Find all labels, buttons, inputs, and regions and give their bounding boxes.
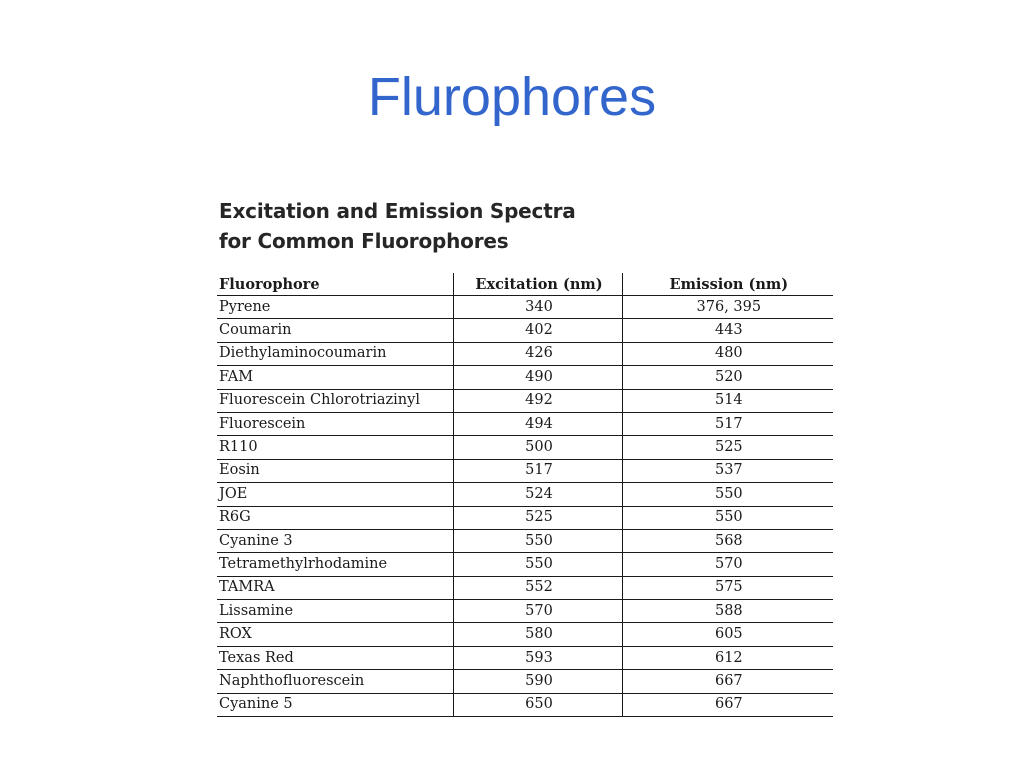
cell-fluorophore: Naphthofluorescein <box>217 670 454 693</box>
cell-fluorophore: JOE <box>217 483 454 506</box>
cell-emission: 480 <box>622 342 833 365</box>
cell-fluorophore: FAM <box>217 366 454 389</box>
cell-excitation: 593 <box>454 646 622 669</box>
fluorophore-spectra-table <box>217 273 833 717</box>
cell-fluorophore: Fluorescein Chlorotriazinyl <box>217 389 454 412</box>
table-body <box>217 296 833 717</box>
table-row <box>217 483 833 506</box>
cell-emission: 537 <box>622 459 833 482</box>
table-heading <box>219 196 576 256</box>
cell-fluorophore: Eosin <box>217 459 454 482</box>
cell-excitation: 525 <box>454 506 622 529</box>
cell-fluorophore: R6G <box>217 506 454 529</box>
cell-excitation: 580 <box>454 623 622 646</box>
cell-excitation: 590 <box>454 670 622 693</box>
cell-emission: 570 <box>622 553 833 576</box>
table-row <box>217 296 833 319</box>
table-header-row <box>217 273 833 296</box>
table-row <box>217 670 833 693</box>
cell-excitation: 650 <box>454 693 622 716</box>
cell-fluorophore: Pyrene <box>217 296 454 319</box>
cell-excitation: 500 <box>454 436 622 459</box>
table-row <box>217 623 833 646</box>
cell-fluorophore: Diethylaminocoumarin <box>217 342 454 365</box>
cell-fluorophore: Fluorescein <box>217 412 454 435</box>
cell-fluorophore: Cyanine 5 <box>217 693 454 716</box>
cell-fluorophore: Texas Red <box>217 646 454 669</box>
cell-excitation: 550 <box>454 529 622 552</box>
cell-excitation: 340 <box>454 296 622 319</box>
table-row <box>217 693 833 716</box>
cell-excitation: 492 <box>454 389 622 412</box>
cell-excitation: 550 <box>454 553 622 576</box>
cell-excitation: 402 <box>454 319 622 342</box>
table-row <box>217 576 833 599</box>
table-row <box>217 366 833 389</box>
cell-emission: 550 <box>622 483 833 506</box>
table-row <box>217 529 833 552</box>
cell-emission: 612 <box>622 646 833 669</box>
cell-fluorophore: R110 <box>217 436 454 459</box>
cell-excitation: 524 <box>454 483 622 506</box>
cell-fluorophore: ROX <box>217 623 454 646</box>
cell-fluorophore: Coumarin <box>217 319 454 342</box>
cell-emission: 443 <box>622 319 833 342</box>
cell-fluorophore: Tetramethylrhodamine <box>217 553 454 576</box>
cell-excitation: 517 <box>454 459 622 482</box>
table-row <box>217 506 833 529</box>
cell-excitation: 490 <box>454 366 622 389</box>
table-row <box>217 342 833 365</box>
cell-emission: 605 <box>622 623 833 646</box>
header-fluorophore: Fluorophore <box>217 273 454 296</box>
cell-emission: 667 <box>622 693 833 716</box>
cell-fluorophore: Cyanine 3 <box>217 529 454 552</box>
table-row <box>217 436 833 459</box>
slide-title: Flurophores <box>367 67 657 127</box>
header-emission: Emission (nm) <box>622 273 833 296</box>
cell-emission: 525 <box>622 436 833 459</box>
table-row <box>217 553 833 576</box>
cell-fluorophore: TAMRA <box>217 576 454 599</box>
cell-fluorophore: Lissamine <box>217 600 454 623</box>
cell-emission: 667 <box>622 670 833 693</box>
table-heading-line-1: Excitation and Emission Spectra <box>219 199 576 223</box>
table-row <box>217 646 833 669</box>
table-row <box>217 319 833 342</box>
cell-emission: 520 <box>622 366 833 389</box>
table-row <box>217 459 833 482</box>
cell-emission: 514 <box>622 389 833 412</box>
header-excitation: Excitation (nm) <box>454 273 622 296</box>
cell-emission: 550 <box>622 506 833 529</box>
cell-emission: 588 <box>622 600 833 623</box>
table-heading-line-2: for Common Fluorophores <box>219 229 509 253</box>
cell-excitation: 494 <box>454 412 622 435</box>
cell-emission: 376, 395 <box>622 296 833 319</box>
table-row <box>217 389 833 412</box>
cell-excitation: 570 <box>454 600 622 623</box>
cell-emission: 575 <box>622 576 833 599</box>
table-row <box>217 600 833 623</box>
cell-excitation: 552 <box>454 576 622 599</box>
table-row <box>217 412 833 435</box>
cell-emission: 568 <box>622 529 833 552</box>
cell-excitation: 426 <box>454 342 622 365</box>
cell-emission: 517 <box>622 412 833 435</box>
